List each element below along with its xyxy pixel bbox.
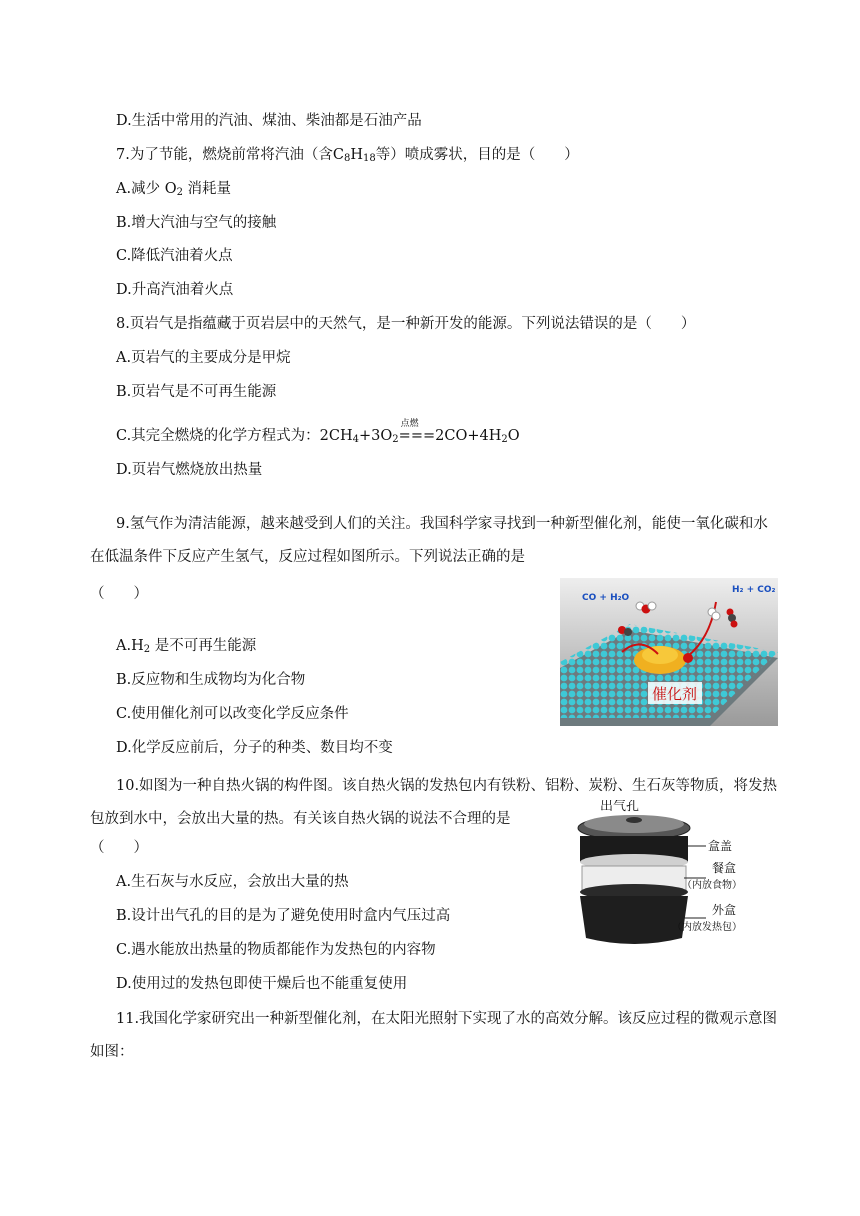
q8-stem: 8.页岩气是指蕴藏于页岩层中的天然气，是一种新开发的能源。下列说法错误的是（ ）	[116, 316, 696, 332]
fig-products-label: H₂ + CO₂	[732, 585, 776, 595]
q9-option-a: $A.H_2$ 是不可再生能源	[116, 638, 257, 655]
q10-option-a: A.生石灰与水反应，会放出大量的热	[116, 874, 349, 890]
fig-vent-label: 出气孔	[600, 800, 640, 814]
q8-option-a: A.页岩气的主要成分是甲烷	[116, 350, 291, 366]
q9-paren: （ ）	[90, 586, 148, 602]
q7-option-c: C.降低汽油着火点	[116, 248, 233, 264]
fig-catalyst-label: 催化剂	[652, 685, 698, 703]
q9-option-d: D.化学反应前后，分子的种类、数目均不变	[116, 740, 393, 756]
hotpot-figure	[572, 800, 768, 950]
q8-option-c: C.其完全燃烧的化学方程式为：$2CH_4+3O_2$ 点燃 $===2CO+4H_2O$	[116, 419, 520, 445]
fig-meal-box-label: 餐盒	[712, 861, 737, 875]
q9-option-b: B.反应物和生成物均为化合物	[116, 672, 306, 688]
fig-reactants-label: CO + H₂O	[582, 593, 630, 603]
fig-outer-box-note: （内放发热包）	[672, 922, 742, 933]
q7-option-d: D.升高汽油着火点	[116, 282, 234, 298]
q6-option-d: D.生活中常用的汽油、煤油、柴油都是石油产品	[116, 113, 422, 129]
fig-meal-box-note: （内放食物）	[682, 880, 742, 891]
q10-option-b: B.设计出气孔的目的是为了避免使用时盒内气压过高	[116, 908, 451, 924]
q10-option-c: C.遇水能放出热量的物质都能作为发热包的内容物	[116, 942, 436, 958]
q10-paren: （ ）	[90, 840, 148, 856]
q9-stem: 9.氢气作为清洁能源，越来越受到人们的关注。我国科学家寻找到一种新型催化剂，能使一氧化碳和水在低温条件下反应产生氢气，反应过程如图所示。下列说法正确的是	[90, 516, 768, 565]
q8-option-d: D.页岩气燃烧放出热量	[116, 462, 263, 478]
q8-option-b: B.页岩气是不可再生能源	[116, 384, 277, 400]
q7-option-b: B.增大汽油与空气的接触	[116, 215, 277, 231]
q11-stem: 11.我国化学家研究出一种新型催化剂，在太阳光照射下实现了水的高效分解。该反应过程的微观示意图如图：	[90, 1011, 778, 1060]
q7-option-a: A.减少 $O_2$ 消耗量	[116, 181, 232, 198]
reaction-condition: 点燃 ===	[398, 419, 436, 444]
q10-option-d: D.使用过的发热包即使干燥后也不能重复使用	[116, 976, 408, 992]
fig-lid-label: 盒盖	[708, 839, 733, 853]
q7-stem: 7.为了节能，燃烧前常将汽油（含$C_8H_{18}$等）喷成雾状，目的是（ ）	[116, 147, 579, 164]
q9-option-c: C.使用催化剂可以改变化学反应条件	[116, 706, 349, 722]
fig-outer-box-label: 外盒	[712, 903, 737, 917]
q10-stem: 10.如图为一种自热火锅的构件图。该自热火锅的发热包内有铁粉、铝粉、炭粉、生石灰等物质，将发热包放到水中，会放出大量的热。有关该自热火锅的说法不合理的是	[90, 778, 778, 827]
catalyst-figure	[560, 578, 778, 726]
